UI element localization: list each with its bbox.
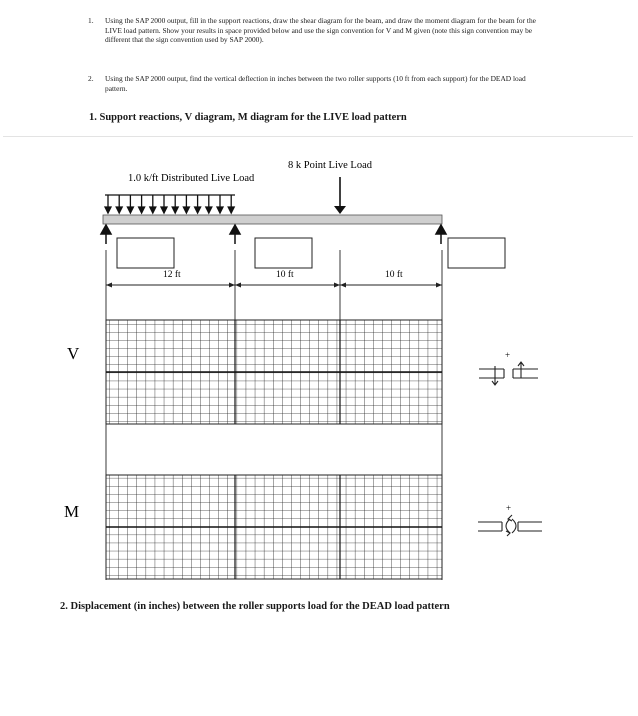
moment-grid[interactable] [106,475,442,579]
distributed-load-arrowhead [139,207,145,213]
shear-sign-convention-icon [479,362,538,385]
reaction-box-right[interactable] [448,238,505,268]
shear-label: V [67,344,80,363]
instruction-text: Using the SAP 2000 output, fill in the support reactions, draw the shear diagram for the beam, and draw the moment diagram for the beam for the LIVE load pattern. Show your results in space provided below and use the sign convention for V and M given (note this sign convention may be different that the sign convention used by SAP 2000). [105,16,536,45]
reaction-box-left[interactable] [117,238,174,268]
section-2-heading: 2. Displacement (in inches) between the roller supports load for the DEAD load pattern [60,601,450,612]
shear-sign-plus: + [505,350,511,360]
distributed-load-arrowhead [195,207,201,213]
moment-sign-plus: + [506,503,512,513]
section-1-heading: 1. Support reactions, V diagram, M diagram for the LIVE load pattern [89,112,407,123]
distributed-load-arrowhead [228,207,234,213]
reaction-box-middle[interactable] [255,238,312,268]
distributed-load-arrowhead [150,207,156,213]
moment-label: M [64,502,80,521]
distributed-load-arrowhead [116,207,122,213]
point-load-arrow [334,177,346,214]
distributed-load-arrowhead [217,207,223,213]
distributed-load-arrowhead [105,207,111,213]
distributed-load-arrowhead [161,207,167,213]
distributed-load-label: 1.0 k/ft Distributed Live Load [128,173,255,184]
distributed-load-arrowhead [172,207,178,213]
span-label-1: 12 ft [163,270,181,280]
moment-sign-convention-icon [478,515,542,536]
span-label-2: 10 ft [276,270,294,280]
point-load-label: 8 k Point Live Load [288,160,372,171]
instruction-number: 2. [88,74,94,83]
distributed-load-arrowhead [183,207,189,213]
span-label-3: 10 ft [385,270,403,280]
shear-grid[interactable] [106,320,442,424]
distributed-load-arrowhead [127,207,133,213]
instruction-text: Using the SAP 2000 output, find the vertical deflection in inches between the two roller supports (10 ft from each support) for the DEAD load pattern. [105,74,526,93]
beam [103,215,442,224]
distributed-load-arrowhead [206,207,212,213]
instruction-number: 1. [88,16,94,25]
distributed-load-arrows [105,195,235,213]
